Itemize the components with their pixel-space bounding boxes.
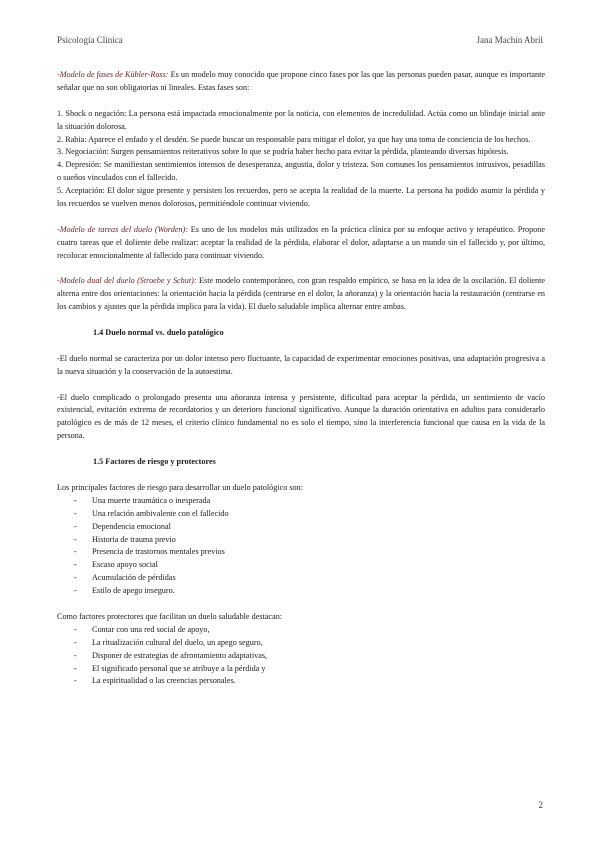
kubler-phase: 5. Aceptación: El dolor sigue presente y persisten los recuerdos, pero se acepta la realidad de la muerte. La persona ha podido asumir la pérdida y los recuerdos se vuelven menos dolorosos, permitiéndole continuar viviendo. bbox=[57, 186, 545, 209]
list-item: - Una relación ambivalente con el fallecido bbox=[57, 508, 545, 521]
page-header bbox=[57, 35, 543, 45]
list-item: - Historia de trauma previo bbox=[57, 534, 545, 547]
list-item: - Presencia de trastornos mentales previos bbox=[57, 546, 545, 559]
worden-model-name: -Modelo de tareas del duelo (Worden): bbox=[57, 224, 188, 234]
section-heading-1-5: 1.5 Factores de riesgo y protectores bbox=[93, 457, 216, 467]
list-item: - La ritualización cultural del duelo, un apego seguro, bbox=[57, 637, 545, 650]
list-item: - Disponer de estrategias de afrontamiento adaptativas, bbox=[57, 650, 545, 663]
list-item: - Dependencia emocional bbox=[57, 521, 545, 534]
protective-factors-intro: Como factores protectores que facilitan un duelo saludable destacan: bbox=[57, 611, 283, 621]
page-number: 2 bbox=[538, 800, 543, 810]
worden-paragraph bbox=[57, 224, 545, 263]
list-item: - Contar con una red social de apoyo, bbox=[57, 624, 545, 637]
header-course: Psicología Clínica bbox=[57, 35, 123, 45]
normal-grief-paragraph: -El duelo normal se caracteriza por un dolor intenso pero fluctuante, la capacidad de experimentar emociones positivas, una adaptación progresiva a la nueva situación y la conservación de la autoestima. bbox=[57, 353, 545, 376]
kubler-phase: 2. Rabia: Aparece el enfado y el desdén. Se puede buscar un responsable para mitigar el dolor, ya que hay una toma de conciencia de los hechos. bbox=[57, 134, 531, 144]
list-item: - Acumulación de pérdidas bbox=[57, 572, 545, 585]
stroebe-model-name: -Modelo dual del duelo (Stroebe y Schut): bbox=[57, 276, 197, 286]
risk-factors-list bbox=[57, 495, 545, 598]
worden-text: Es uno de los modelos más utilizados en la práctica clínica por su enfoque activo y terapéutico. Propone cuatro tareas que el doliente debe realizar: aceptar la realidad de la pérdida, elaborar el dolor, adaptarse a un mundo sin el fallecido y, por último, recolocar emocionalmente al fallecido para continuar viviendo. bbox=[57, 224, 546, 260]
stroebe-text: Este modelo contemporáneo, con gran respaldo empírico, se basa en la idea de la oscilación. El doliente alterna entre dos orientaciones: la orientación hacia la pérdida (centrarse en el dolor, la añoranza) y la orientación hacia la restauración (centrarse en los cambios y ajustes que la pérdida implica para la vida). El duelo saludable implica alternar entre ambas. bbox=[57, 276, 546, 312]
protective-factors-list bbox=[57, 624, 545, 689]
complicated-grief-paragraph: -El duelo complicado o prolongado presenta una añoranza intensa y persistente, dificultad para aceptar la pérdida, un sentimiento de vacío existencial, evitación extrema de recordatorios y un deterioro funcional significativo. Aunque la duración orientativa en adultos para considerarlo patológico es de más de 12 meses, el criterio clínico fundamental no es solo el tiempo, sino la interferencia funcional que causa en la vida de la persona. bbox=[57, 392, 545, 441]
risk-factors-intro: Los principales factores de riesgo para desarrollar un duelo patológico son: bbox=[57, 482, 303, 492]
kubler-intro bbox=[57, 69, 545, 95]
list-item: - Una muerte traumática o inesperada bbox=[57, 495, 545, 508]
list-item: - La espiritualidad o las creencias personales. bbox=[57, 675, 545, 688]
section-heading-1-4: 1.4 Duelo normal vs. duelo patológico bbox=[93, 328, 224, 338]
kubler-phase: 3. Negociación: Surgen pensamientos reiterativos sobre lo que se podría haber hecho para evitar la pérdida, planteando diversas hipótesis. bbox=[57, 147, 509, 157]
kubler-intro-text: Es un modelo muy conocido que propone cinco fases por las que las personas pueden pasar, aunque es importante señalar que no son obligatorias ni lineales. Estas fases son: bbox=[57, 70, 545, 92]
kubler-model-name: -Modelo de fases de Kübler-Ross: bbox=[57, 70, 169, 79]
list-item: - Escaso apoyo social bbox=[57, 559, 545, 572]
page-content bbox=[57, 69, 545, 688]
header-author: Jana Machín Abril bbox=[476, 35, 543, 45]
stroebe-paragraph bbox=[57, 275, 545, 314]
list-item: - El significado personal que se atribuye a la pérdida y bbox=[57, 663, 545, 676]
kubler-phase: 1. Shock o negación: La persona está impactada emocionalmente por la noticia, con elementos de incredulidad. Actúa como un blindaje inicial ante la situación dolorosa. bbox=[57, 108, 545, 131]
list-item: - Estilo de apego inseguro. bbox=[57, 585, 545, 598]
kubler-phase: 4. Depresión: Se manifiestan sentimientos intensos de desesperanza, angustia, dolor y tristeza. Son comunes los pensamientos intrusivos, pesadillas o sueños vinculados con el fallecido. bbox=[57, 160, 545, 183]
